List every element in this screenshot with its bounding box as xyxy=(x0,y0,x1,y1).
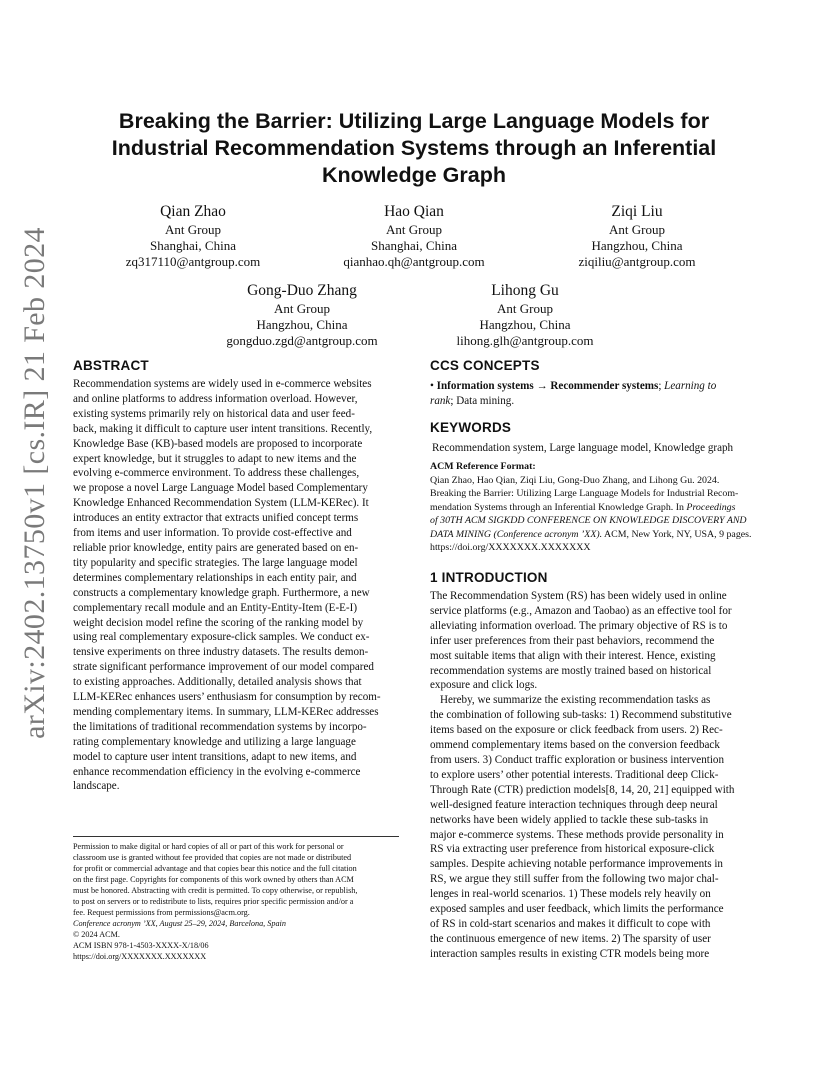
ccs-rest: ; Data mining. xyxy=(450,394,515,407)
author-location: Hangzhou, China xyxy=(256,317,348,332)
footnote-doi[interactable]: https://doi.org/XXXXXXX.XXXXXXX xyxy=(73,952,207,961)
ccs-heading: CCS CONCEPTS xyxy=(430,358,540,373)
abstract-line: Knowledge Enhanced Recommendation System (LLM-KERec). It xyxy=(73,497,369,510)
abstract-line: Recommendation systems are widely used in e-commerce websites xyxy=(73,378,372,390)
abstract-line: we propose a novel Large Language Model based Complementary xyxy=(73,482,368,495)
ccs-separator: ; xyxy=(658,380,665,392)
author-email: qianhao.qh@antgroup.com xyxy=(343,254,485,269)
arxiv-id: arXiv:2402.13750v1 [cs.IR] 21 Feb 2024 xyxy=(18,227,51,739)
author-org: Ant Group xyxy=(609,222,665,237)
abstract-line: evolving e-commerce environment. To address these challenges, xyxy=(73,467,360,480)
acm-ref-line: Breaking the Barrier: Utilizing Large Language Models for Industrial Recom- xyxy=(430,488,739,499)
footnote-line: classroom use is granted without fee provided that copies are not made or distributed xyxy=(73,853,352,862)
abstract-line: using real complementary exposure-click samples. We conduct ex- xyxy=(73,631,370,644)
abstract-line: weight decision model refine the scoring of the ranking model by xyxy=(73,616,364,629)
acm-ref-line: Qian Zhao, Hao Qian, Ziqi Liu, Gong-Duo Zhang, and Lihong Gu. 2024. xyxy=(430,474,720,486)
abstract-line: mending complementary items. In summary, LLM-KERec addresses xyxy=(73,705,379,718)
abstract-line: existing systems primarily rely on historical data and user feed- xyxy=(73,407,355,420)
acm-ref-doi[interactable]: https://doi.org/XXXXXXX.XXXXXXX xyxy=(430,542,591,553)
author-name: Ziqi Liu xyxy=(611,203,663,220)
keywords-heading: KEYWORDS xyxy=(430,420,512,435)
abstract-section xyxy=(73,357,399,794)
abstract-line: complementary recall module and an Entity-Entity-Item (E-E-I) xyxy=(73,601,358,614)
keywords-section xyxy=(430,419,760,456)
author-email: lihong.glh@antgroup.com xyxy=(456,333,594,348)
intro-line: items based on the exposure or click feedback from users. 2) Rec- xyxy=(430,724,723,737)
footnote-line: fee. Request permissions from permissions@acm.org. xyxy=(73,908,250,917)
author-email: zq317110@antgroup.com xyxy=(125,254,261,269)
abstract-line: LLM-KERec enhances users’ enthusiasm for consumption by recom- xyxy=(73,691,381,704)
author-name: Gong-Duo Zhang xyxy=(247,282,357,299)
abstract-line: to existing approaches. Additionally, detailed analysis shows that xyxy=(73,676,362,689)
title-line: Industrial Recommendation Systems through an Inferential xyxy=(111,136,717,160)
title-line: Breaking the Barrier: Utilizing Large Language Models for xyxy=(118,109,710,133)
intro-line: networks have been widely applied to tackle these sub-tasks in xyxy=(430,813,709,826)
ccs-section xyxy=(430,357,760,409)
introduction-heading: 1 INTRODUCTION xyxy=(430,570,548,585)
footnote-line: must be honored. Abstracting with credit is permitted. To copy otherwise, or republish, xyxy=(73,886,358,895)
intro-line: lenges in real-world scenarios. 1) These models rely heavily on xyxy=(430,888,711,901)
author-org: Ant Group xyxy=(165,222,221,237)
ccs-concept: Information systems → Recommender systems xyxy=(436,380,659,392)
ccs-concept-italic: Learning to xyxy=(664,380,717,392)
author-email: gongduo.zgd@antgroup.com xyxy=(226,333,378,348)
ccs-bullet: • xyxy=(430,380,437,392)
acm-ref-line: mendation Systems through an Inferential Knowledge Graph. In xyxy=(430,501,687,513)
abstract-line: constructs a complementary knowledge graph. Furthermore, a new xyxy=(73,586,370,599)
author-location: Hangzhou, China xyxy=(591,238,683,253)
intro-line: of RS in cold-start scenarios and makes it difficult to cope with xyxy=(430,917,711,930)
author-name: Lihong Gu xyxy=(491,282,559,299)
author-name: Qian Zhao xyxy=(160,203,226,220)
abstract-line: from items and user information. To provide cost-effective and xyxy=(73,527,352,540)
footnote-line: to post on servers or to redistribute to lists, requires prior specific permission and/or a xyxy=(73,897,354,906)
arxiv-watermark xyxy=(12,200,58,760)
intro-line: to explore users’ other potential interests. Traditional deep Click- xyxy=(430,768,719,781)
acm-ref-line: ACM, New York, NY, USA, 9 pages. xyxy=(602,528,752,540)
intro-line: well-designed feature interaction techniques through deep neural xyxy=(430,798,718,811)
footnote-line: on the first page. Copyrights for components of this work owned by others than ACM xyxy=(73,875,354,884)
abstract-line: determines complementary relationships in each entity pair, and xyxy=(73,571,357,584)
intro-line: from users. 3) Conduct traffic exploration or business intervention xyxy=(430,753,725,766)
author-block xyxy=(445,281,605,349)
intro-line: alleviating information overload. The primary objective of RS is to xyxy=(430,619,728,632)
abstract-line: strate significant performance improvement of our model compared xyxy=(73,661,374,674)
abstract-line: rating complementary knowledge and utilizing a large language xyxy=(73,735,356,748)
author-org: Ant Group xyxy=(386,222,442,237)
intro-line: the continuous emergence of new items. 2) The sparsity of user xyxy=(430,932,711,945)
keywords-text: Recommendation system, Large language model, Knowledge graph xyxy=(432,442,734,454)
author-block xyxy=(557,202,717,270)
author-block xyxy=(113,202,273,270)
acm-ref-italic-line: of 30TH ACM SIGKDD CONFERENCE ON KNOWLEDGE DISCOVERY AND xyxy=(430,515,747,526)
ccs-concept-italic: rank xyxy=(430,394,451,407)
abstract-line: tity popularity and specific strategies. The large language model xyxy=(73,556,358,569)
intro-line: exposure and click logs. xyxy=(430,679,538,692)
footnote-copyright: © 2024 ACM. xyxy=(73,930,120,939)
acm-ref-italic: DATA MINING (Conference acronym ’XX). xyxy=(430,528,603,540)
intro-line: Through Rate (CTR) prediction models[8, 14, 20, 21] equipped with xyxy=(430,783,735,796)
acm-reference xyxy=(430,460,760,555)
introduction-body xyxy=(430,589,760,962)
abstract-line: reliable prior knowledge, entity pairs are generated based on en- xyxy=(73,541,359,554)
footnote-conference: Conference acronym ’XX, August 25–29, 2024, Barcelona, Spain xyxy=(73,919,286,928)
footnote-line: for profit or commercial advantage and that copies bear this notice and the full citation xyxy=(73,864,357,873)
abstract-line: expert knowledge, but it struggles to adapt to new items and the xyxy=(73,452,357,465)
abstract-line: model to capture user intent transitions, adapt to new items, and xyxy=(73,750,357,763)
abstract-line: and online platforms to address information overload. However, xyxy=(73,392,358,405)
permission-footnote xyxy=(73,836,399,962)
abstract-line: enhance recommendation efficiency in the evolving e-commerce xyxy=(73,765,361,778)
abstract-line: landscape. xyxy=(73,780,120,793)
intro-line: most suitable items that align with their interest. Hence, existing xyxy=(430,649,716,662)
abstract-heading: ABSTRACT xyxy=(73,358,149,373)
paper-title xyxy=(80,108,748,189)
intro-line: The Recommendation System (RS) has been widely used in online xyxy=(430,590,727,602)
intro-line: ommend complementary items based on the conversion feedback xyxy=(430,739,720,752)
intro-line: samples. Despite achieving notable performance improvements in xyxy=(430,858,723,871)
intro-line: recommendation systems are mostly trained based on historical xyxy=(430,664,712,677)
ccs-body xyxy=(430,379,760,409)
author-block xyxy=(222,281,382,349)
author-org: Ant Group xyxy=(497,301,553,316)
abstract-line: tensive experiments on three industry datasets. The results demon- xyxy=(73,646,369,659)
intro-line: Hereby, we summarize the existing recommendation tasks as xyxy=(440,694,711,707)
introduction-section xyxy=(430,569,760,962)
footnote-line: Permission to make digital or hard copies of all or part of this work for personal or xyxy=(73,842,344,851)
intro-line: interaction samples results in existing CTR models being more xyxy=(430,947,710,960)
abstract-line: the limitations of traditional recommendation systems by incorpo- xyxy=(73,720,367,733)
intro-line: RS, we argue they still suffer from the following two major chal- xyxy=(430,873,719,886)
footnote-isbn: ACM ISBN 978-1-4503-XXXX-X/18/06 xyxy=(73,941,209,950)
author-location: Hangzhou, China xyxy=(479,317,571,332)
intro-line: RS via extracting user preference from historical exposure-click xyxy=(430,843,715,856)
title-line: Knowledge Graph xyxy=(322,163,506,187)
intro-line: service platforms (e.g., Amazon and Taobao) as an effective tool for xyxy=(430,604,732,617)
abstract-line: Knowledge Base (KB)-based models are proposed to incorporate xyxy=(73,437,363,450)
author-name: Hao Qian xyxy=(384,203,444,220)
author-block xyxy=(334,202,494,270)
intro-line: infer user preferences from their past behaviors, recommend the xyxy=(430,634,715,647)
author-email: ziqiliu@antgroup.com xyxy=(578,254,696,269)
intro-line: major e-commerce systems. These methods provide personality in xyxy=(430,828,724,841)
author-location: Shanghai, China xyxy=(371,238,457,253)
intro-line: the combination of following sub-tasks: 1) Recommend substitutive xyxy=(430,709,732,722)
intro-line: exposed samples and user feedback, which limits the performance xyxy=(430,903,724,916)
abstract-line: introduces an entity extractor that extracts unified concept terms xyxy=(73,512,359,525)
acm-ref-heading: ACM Reference Format: xyxy=(430,461,536,472)
author-location: Shanghai, China xyxy=(150,238,236,253)
acm-ref-italic: Proceedings xyxy=(686,501,736,513)
author-org: Ant Group xyxy=(274,301,330,316)
abstract-body xyxy=(73,377,399,794)
abstract-line: back, making it difficult to capture user intent transitions. Recently, xyxy=(73,422,373,435)
